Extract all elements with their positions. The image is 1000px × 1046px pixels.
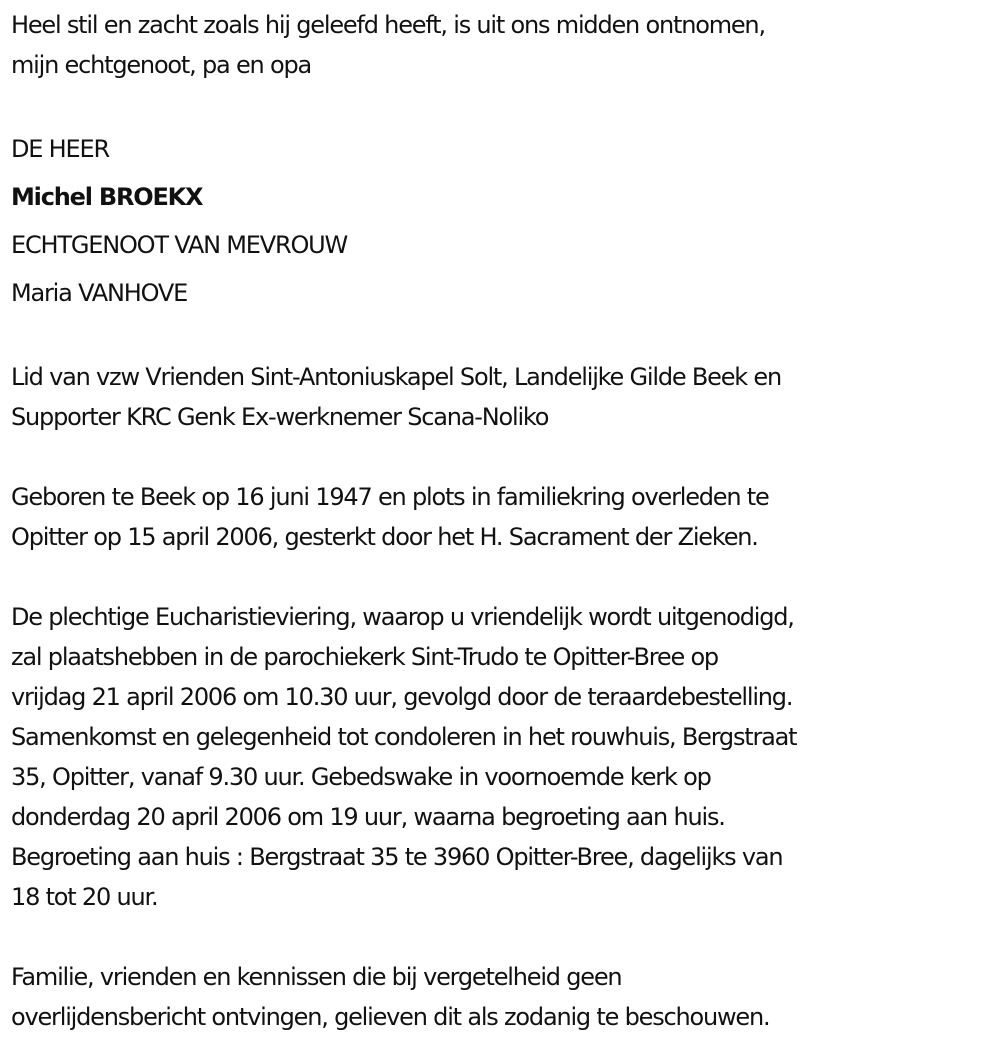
ceremony-line-5: 35, Opitter, vanaf 9.30 uur. Gebedswake in voornoemde kerk op bbox=[11, 763, 711, 791]
deceased-title: DE HEER bbox=[11, 135, 109, 163]
birth-death-line-1: Geboren te Beek op 16 juni 1947 en plots in familiekring overleden te bbox=[11, 483, 769, 511]
ceremony-line-8: 18 tot 20 uur. bbox=[11, 883, 158, 911]
spacer bbox=[11, 85, 1000, 125]
birth-death-line-2: Opitter op 15 april 2006, gesterkt door het H. Sacrament der Zieken. bbox=[11, 523, 758, 551]
spacer bbox=[11, 557, 1000, 597]
opening-line-2: mijn echtgenoot, pa en opa bbox=[11, 51, 311, 79]
birth-death-paragraph bbox=[11, 477, 1000, 557]
ceremony-line-1: De plechtige Eucharistieviering, waarop u vriendelijk wordt uitgenodigd, bbox=[11, 603, 794, 631]
memberships-line-2: Supporter KRC Genk Ex-werknemer Scana-Noliko bbox=[11, 403, 549, 431]
opening-line-1: Heel stil en zacht zoals hij geleefd heeft, is uit ons midden ontnomen, bbox=[11, 11, 765, 39]
ceremony-line-4: Samenkomst en gelegenheid tot condoleren in het rouwhuis, Bergstraat bbox=[11, 723, 797, 751]
deceased-block bbox=[11, 125, 1000, 317]
memberships-paragraph bbox=[11, 357, 1000, 437]
closing-line-2: overlijdensbericht ontvingen, gelieven dit als zodanig te beschouwen. bbox=[11, 1003, 770, 1031]
spacer bbox=[11, 437, 1000, 477]
deceased-name: Michel BROEKX bbox=[11, 183, 203, 211]
spacer bbox=[11, 317, 1000, 357]
ceremony-line-3: vrijdag 21 april 2006 om 10.30 uur, gevolgd door de teraardebestelling. bbox=[11, 683, 793, 711]
ceremony-line-6: donderdag 20 april 2006 om 19 uur, waarna begroeting aan huis. bbox=[11, 803, 725, 831]
deceased-relation: ECHTGENOOT VAN MEVROUW bbox=[11, 231, 348, 259]
ceremony-line-2: zal plaatshebben in de parochiekerk Sint-Trudo te Opitter-Bree op bbox=[11, 643, 718, 671]
opening-paragraph bbox=[11, 5, 1000, 85]
ceremony-line-7: Begroeting aan huis : Bergstraat 35 te 3960 Opitter-Bree, dagelijks van bbox=[11, 843, 783, 871]
spacer bbox=[11, 917, 1000, 957]
memberships-line-1: Lid van vzw Vrienden Sint-Antoniuskapel Solt, Landelijke Gilde Beek en bbox=[11, 363, 781, 391]
closing-paragraph bbox=[11, 957, 1000, 1037]
closing-line-1: Familie, vrienden en kennissen die bij vergetelheid geen bbox=[11, 963, 622, 991]
spouse-name: Maria VANHOVE bbox=[11, 279, 188, 307]
ceremony-paragraph bbox=[11, 597, 1000, 917]
